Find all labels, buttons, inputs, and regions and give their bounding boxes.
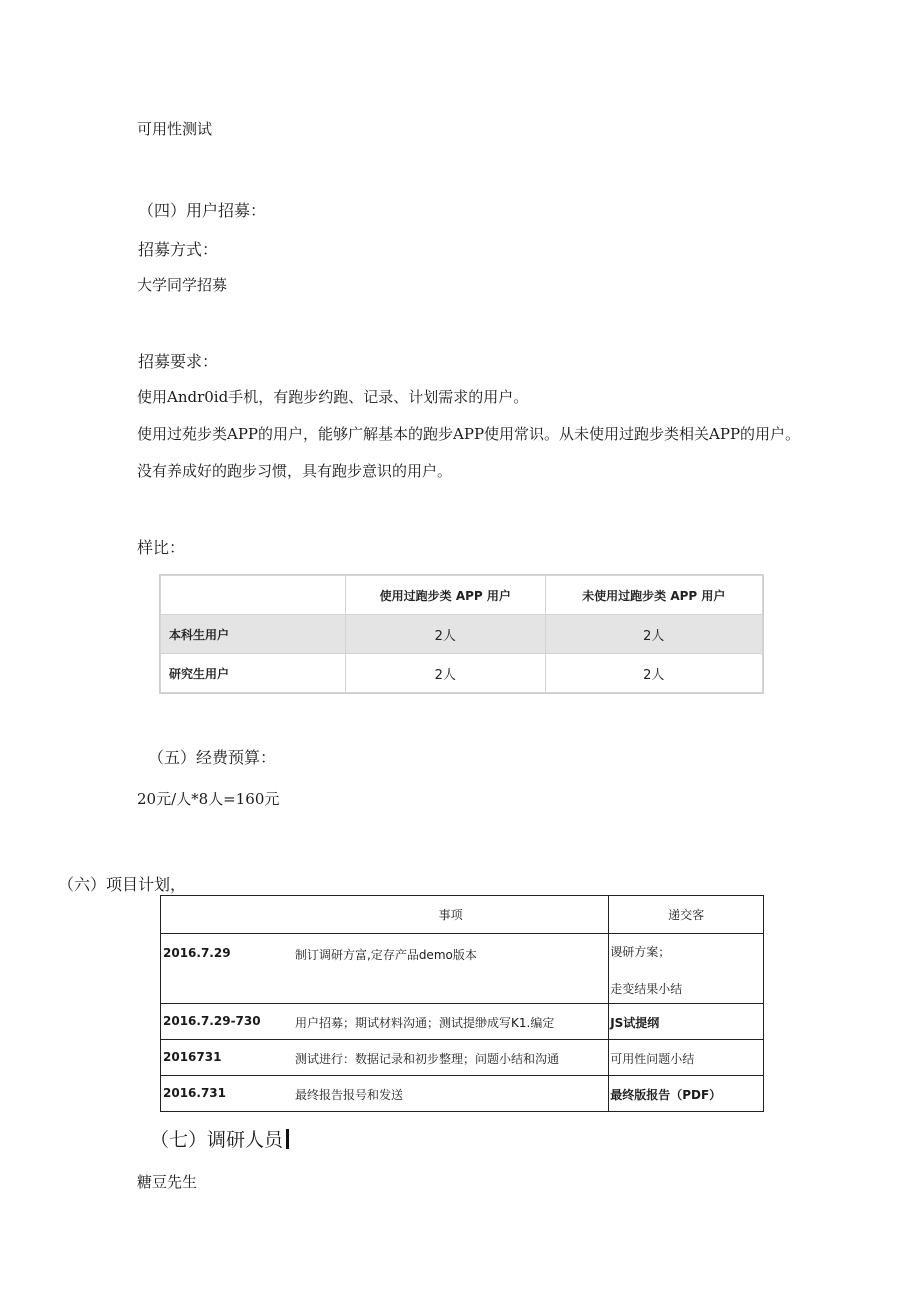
plan-table xyxy=(160,895,764,1112)
plan-row-date: 2016.7.29 xyxy=(163,946,231,960)
recruit-req-line: 使用过苑步类APP的用户，能够广解基本的跑步APP使用常识。从未使用过跑步类相关APP的用户。 xyxy=(137,425,801,443)
sample-row-value: 2人 xyxy=(346,615,546,654)
recruit-req-label: 招募要求： xyxy=(138,352,219,371)
sample-header-cell: 未使用过跑步类 APP 用户 xyxy=(545,576,762,615)
recruit-req-line: 使用Andr0id手机，有跑步约跑、记录、计划需求的用户。 xyxy=(137,388,529,406)
text-cursor-bar xyxy=(286,1129,289,1149)
sample-row-value: 2人 xyxy=(545,615,762,654)
plan-header-item xyxy=(161,896,609,934)
plan-deliver-line: 最终版报告（PDF） xyxy=(610,1088,722,1102)
recruit-heading: （四）用户招募： xyxy=(138,201,267,220)
plan-row-item: 用户招募；期试材料沟通；测试提缈成写K1.编定 xyxy=(295,1016,555,1030)
plan-row-date: 2016.731 xyxy=(163,1086,227,1100)
budget-text: 20元/人*8人=160元 xyxy=(137,790,280,808)
sample-table xyxy=(160,575,763,693)
plan-row-item: 制订调研方富,定存产品demo版本 xyxy=(295,948,477,962)
plan-deliver-line: 谡研方案； xyxy=(610,945,671,959)
sample-row xyxy=(161,654,763,693)
plan-row xyxy=(161,1076,764,1112)
plan-header-item-label: 事项 xyxy=(438,908,463,922)
sample-label: 样比： xyxy=(137,538,186,557)
plan-header-row xyxy=(161,896,764,934)
sample-header-row xyxy=(161,576,763,615)
plan-row-date: 2016.7.29-730 xyxy=(163,1014,261,1028)
sample-header-cell: 使用过跑步类 APP 用户 xyxy=(346,576,546,615)
plan-row-item: 测试进行：数据记录和初步整理；问题小结和沟通 xyxy=(295,1052,560,1066)
plan-row-date: 2016731 xyxy=(163,1050,222,1064)
plan-row-item: 最终报告报号和发送 xyxy=(295,1088,404,1102)
plan-row-deliver xyxy=(609,1040,764,1076)
recruit-method-text: 大学同学招募 xyxy=(137,276,228,294)
plan-row-main xyxy=(161,1076,609,1112)
plan-row-deliver xyxy=(609,934,764,1004)
sample-row xyxy=(161,615,763,654)
recruit-req-line: 没有养成好的跑步习惯，具有跑步意识的用户。 xyxy=(137,462,453,480)
plan-row-deliver xyxy=(609,1004,764,1040)
plan-deliver-line: 可用性问题小结 xyxy=(610,1052,695,1066)
sample-header-cell xyxy=(161,576,346,615)
plan-row xyxy=(161,1004,764,1040)
budget-heading: （五）经费预算： xyxy=(148,748,277,767)
plan-heading: （六）项目计划， xyxy=(58,875,187,894)
sample-row-name: 研究生用户 xyxy=(161,654,346,693)
plan-deliver-line: 走变结果小结 xyxy=(610,982,683,996)
plan-row xyxy=(161,1040,764,1076)
sample-row-value: 2人 xyxy=(346,654,546,693)
plan-row-main xyxy=(161,934,609,1004)
staff-name: 糖豆先生 xyxy=(137,1173,198,1191)
plan-row-deliver xyxy=(609,1076,764,1112)
plan-row-main xyxy=(161,1040,609,1076)
plan-deliver-line: JS试提纲 xyxy=(610,1016,660,1030)
plan-row-main xyxy=(161,1004,609,1040)
plan-header-deliver: 递交客 xyxy=(609,896,764,934)
plan-row xyxy=(161,934,764,1004)
recruit-method-label: 招募方式： xyxy=(138,240,219,259)
sample-row-name: 本科生用户 xyxy=(161,615,346,654)
sample-row-value: 2人 xyxy=(545,654,762,693)
staff-heading xyxy=(150,1125,289,1152)
section-usability: 可用性测试 xyxy=(137,120,213,138)
staff-heading-text: （七）调研人员 xyxy=(150,1129,284,1151)
